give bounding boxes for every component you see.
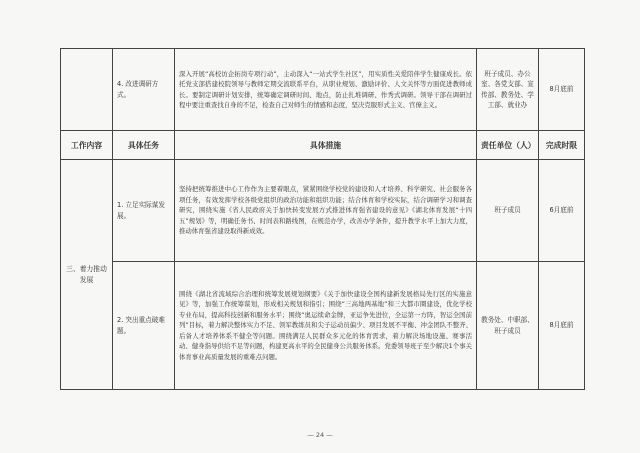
- header-content: 工作内容: [61, 131, 113, 160]
- header-unit: 责任单位（人）: [477, 131, 539, 160]
- time-cell: 8月底前: [539, 49, 585, 131]
- unit-cell: 教务处、中职部、班子成员: [477, 262, 539, 390]
- table-header-row: [61, 131, 585, 160]
- table-row: [61, 262, 585, 390]
- header-time: 完成时限: [539, 131, 585, 160]
- task-cell: 2. 突出重点破难题。: [113, 262, 175, 390]
- task-cell: 1. 立足实际谋发展。: [113, 160, 175, 262]
- measures-cell: 围绕《湖北省流域综合治理和统筹发展规划纲要》《关于加快建设全国构建新发展格局先行区的实施意见》等，加强工作统筹谋划，形成相关规划和指引；围绕“三高地两基地”和三大都市圈建设，优化学校专业布局，提高科技创新和服务水平；围绕“奥运续命金牌，亚运争先进位，全运第一方阵，智运全国前列”目标，着力解决整体实力不足、领军教练员和尖子运动员偏少、项目发展不平衡、冲金团队不整齐、后备人才培养体系不健全等问题。围绕满足人民群众多元化的体育需求，着力解决场地设施、赛事活动、健身指导供给不足等问题，构建更高水平的全民健身公共服务体系。党委领导班子至少解决1个事关体育事业高质量发展的重难点问题。: [175, 262, 477, 390]
- page-number: — 24 —: [307, 431, 333, 439]
- measures-cell: 坚持把统筹推进中心工作作为主要着眼点，紧紧围绕学校党的建设和人才培养、科学研究、社会服务各项任务，有效发挥学校各级党组织的政治功能和组织功能；结合体育和学校实际，结合调研学习和调查研究，围绕实施《省人民政府关于加快转变发展方式推进体育强省建设的意见》《湖北体育发展“十四五”规划》等，明确任务书、时间表和路线图，在规范办学，改善办学条件，提升教学水平上加大力度，推动体育强省建设取得新成效。: [175, 160, 477, 262]
- table-row: [61, 49, 585, 131]
- measures-cell: 深入开展“高校访企拓岗专项行动”，主动深入“一站式学生社区”，用实质性关爱陪伴学生健康成长。依托党支部搭建校院领导与教师定期交流联系平台，从职业规划、激励评价、人文关怀等方面促进教师成长。要制定调研计划安排，统筹确定调研时间、地点，防止扎堆调研、作秀式调研。领导干部在调研过程中要注重查找自身的不足，检查自己对师生的情感和态度，坚决克服形式主义、官僚主义。: [175, 49, 477, 131]
- unit-cell: 班子成员、办公室、各党支部、宣传部、教务处、学工部、就业办: [477, 49, 539, 131]
- time-cell: 6月底前: [539, 160, 585, 262]
- header-task: 具体任务: [113, 131, 175, 160]
- header-measures: 具体措施: [175, 131, 477, 160]
- task-cell: 4. 改进调研方式。: [113, 49, 175, 131]
- content-cell: [61, 49, 113, 131]
- time-cell: 8月底前: [539, 262, 585, 390]
- section-title-cell: 三、着力推动发展: [61, 160, 113, 390]
- unit-cell: 班子成员: [477, 160, 539, 262]
- work-plan-table: [60, 48, 585, 390]
- table-row: [61, 160, 585, 262]
